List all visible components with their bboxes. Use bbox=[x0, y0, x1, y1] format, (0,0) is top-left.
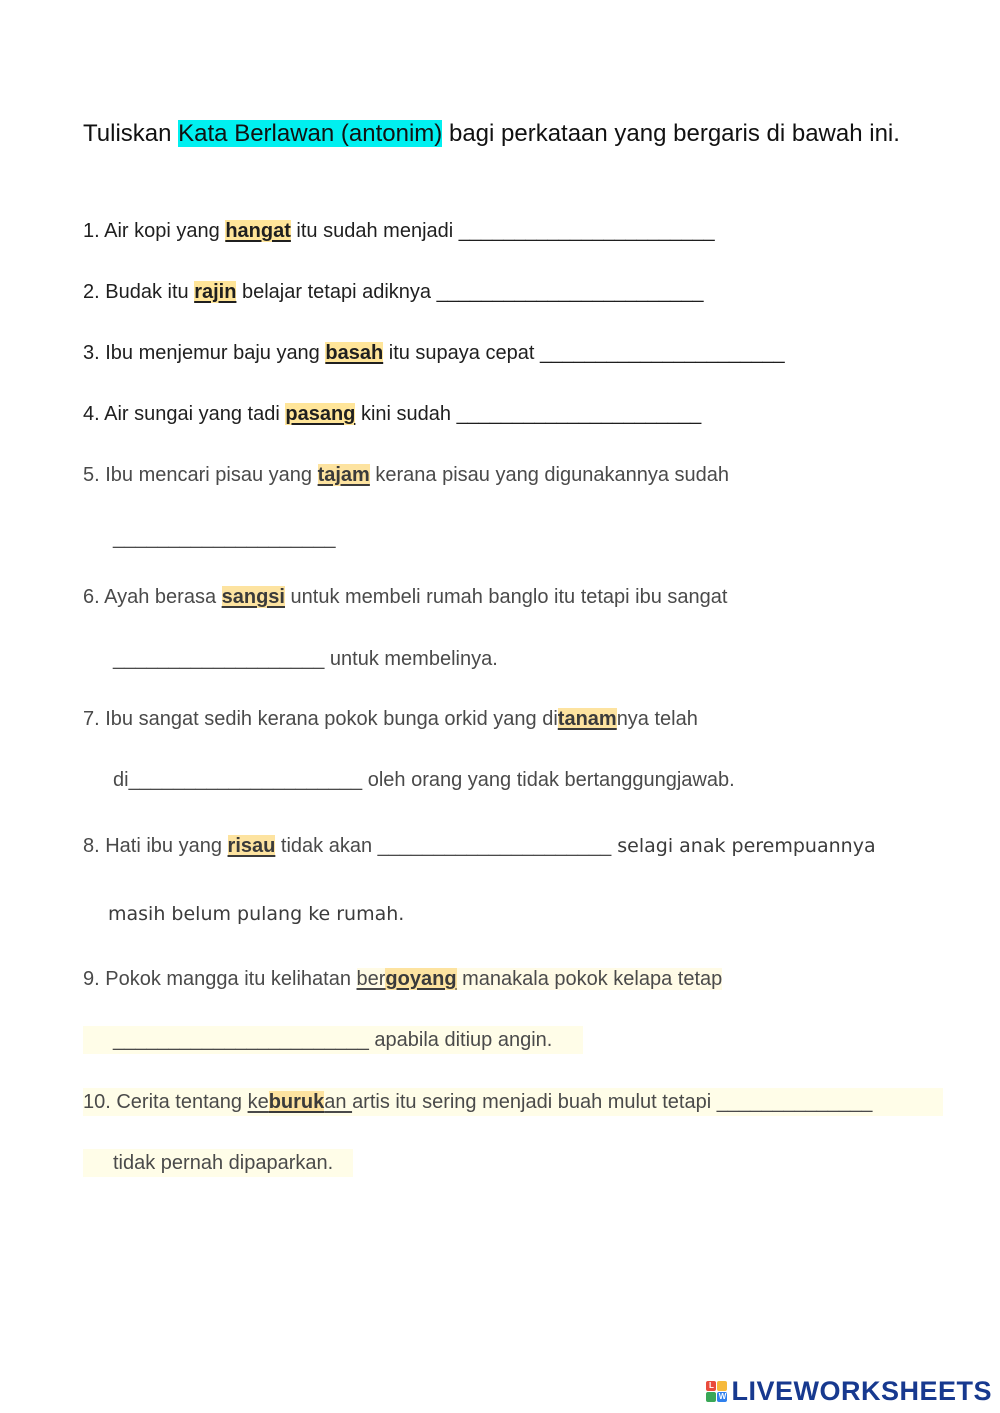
q4-text-b: kini sudah bbox=[355, 403, 457, 425]
question-6 bbox=[83, 583, 727, 611]
question-4 bbox=[83, 400, 701, 428]
q7-keyword: tanam bbox=[557, 708, 617, 730]
q2-keyword: rajin bbox=[194, 281, 237, 303]
q2-answer-blank[interactable]: ________________________ bbox=[436, 281, 704, 303]
question-10-line-2 bbox=[83, 1149, 353, 1177]
q9-keyword: goyang bbox=[385, 968, 457, 990]
q8-text-b: tidak akan bbox=[275, 835, 378, 857]
instruction-suffix: bagi perkataan yang bergaris di bawah ini. bbox=[442, 120, 900, 147]
q8-text-c: selagi anak perempuannya bbox=[611, 835, 876, 857]
q10-answer-blank[interactable]: ______________ bbox=[716, 1091, 873, 1113]
q7-text-b: nya telah bbox=[616, 708, 698, 730]
question-1 bbox=[83, 217, 715, 245]
q5-answer-blank[interactable]: ____________________ bbox=[113, 527, 336, 549]
q10-prefix: ke bbox=[247, 1091, 269, 1113]
q9-text-c: apabila ditiup angin. bbox=[368, 1029, 553, 1051]
q4-answer-blank[interactable]: ______________________ bbox=[456, 403, 702, 425]
q3-keyword: basah bbox=[325, 342, 384, 364]
q1-answer-blank[interactable]: _______________________ bbox=[458, 220, 715, 242]
q3-text-a: 3. Ibu menjemur baju yang bbox=[83, 342, 326, 364]
liveworksheets-logo bbox=[706, 1376, 992, 1407]
question-6-line-2 bbox=[113, 645, 498, 673]
q7-text-a: 7. Ibu sangat sedih kerana pokok bunga orkid yang di bbox=[83, 708, 558, 730]
logo-block-l: L bbox=[706, 1381, 716, 1391]
q7-answer-blank[interactable]: _____________________ bbox=[128, 769, 363, 791]
instruction-prefix: Tuliskan bbox=[83, 120, 179, 147]
logo-text: LIVEWORKSHEETS bbox=[731, 1376, 992, 1406]
q1-keyword: hangat bbox=[225, 220, 291, 242]
q10-suffix: an bbox=[324, 1091, 353, 1113]
q5-keyword: tajam bbox=[317, 464, 370, 486]
q2-text-a: 2. Budak itu bbox=[83, 281, 195, 303]
logo-block-w: W bbox=[718, 1392, 727, 1401]
instruction-highlight: Kata Berlawan (antonim) bbox=[178, 120, 443, 147]
question-8 bbox=[83, 832, 876, 860]
q6-text-a: 6. Ayah berasa bbox=[83, 586, 222, 608]
q10-text-a: 10. Cerita tentang bbox=[83, 1091, 248, 1113]
q3-text-b: itu supaya cepat bbox=[383, 342, 540, 364]
question-7 bbox=[83, 705, 698, 733]
logo-blocks-icon bbox=[706, 1381, 727, 1402]
question-3 bbox=[83, 339, 785, 367]
logo-block-3 bbox=[706, 1392, 716, 1402]
q9-text-b: manakala pokok kelapa tetap bbox=[456, 968, 723, 990]
q9-text-a: 9. Pokok mangga itu kelihatan bbox=[83, 968, 357, 990]
q8-text-d: masih belum pulang ke rumah. bbox=[108, 903, 405, 925]
q10-keyword: buruk bbox=[268, 1091, 325, 1113]
q6-text-b: untuk membeli rumah banglo itu tetapi ibu sangat bbox=[284, 586, 728, 608]
question-7-line-2 bbox=[113, 766, 735, 794]
q6-answer-blank[interactable]: ___________________ bbox=[113, 648, 325, 670]
question-9-line-2 bbox=[83, 1026, 583, 1054]
question-5-line-2 bbox=[113, 524, 335, 552]
q10-text-c: tidak pernah dipaparkan. bbox=[113, 1152, 334, 1174]
q6-keyword: sangsi bbox=[221, 586, 285, 608]
q6-text-c: untuk membelinya. bbox=[324, 648, 498, 670]
q2-text-b: belajar tetapi adiknya bbox=[236, 281, 437, 303]
question-9 bbox=[83, 965, 722, 993]
question-10 bbox=[83, 1088, 943, 1116]
q8-keyword: risau bbox=[227, 835, 276, 857]
q1-text-a: 1. Air kopi yang bbox=[83, 220, 226, 242]
q9-answer-blank[interactable]: _______________________ bbox=[113, 1029, 369, 1051]
q10-text-b: artis itu sering menjadi buah mulut tetapi bbox=[352, 1091, 717, 1113]
q7-text-c: di bbox=[113, 769, 129, 791]
q4-keyword: pasang bbox=[285, 403, 356, 425]
q8-text-a: 8. Hati ibu yang bbox=[83, 835, 228, 857]
q4-text-a: 4. Air sungai yang tadi bbox=[83, 403, 286, 425]
q1-text-b: itu sudah menjadi bbox=[290, 220, 459, 242]
q8-answer-blank[interactable]: _____________________ bbox=[377, 835, 612, 857]
q9-prefix: ber bbox=[356, 968, 386, 990]
question-8-line-2 bbox=[108, 900, 404, 928]
logo-block-2 bbox=[717, 1381, 727, 1391]
question-5 bbox=[83, 461, 729, 489]
instruction-text bbox=[83, 118, 900, 150]
q5-text-a: 5. Ibu mencari pisau yang bbox=[83, 464, 318, 486]
question-2 bbox=[83, 278, 704, 306]
q7-text-d: oleh orang yang tidak bertanggungjawab. bbox=[362, 769, 735, 791]
q3-answer-blank[interactable]: ______________________ bbox=[539, 342, 785, 364]
q5-text-b: kerana pisau yang digunakannya sudah bbox=[369, 464, 730, 486]
